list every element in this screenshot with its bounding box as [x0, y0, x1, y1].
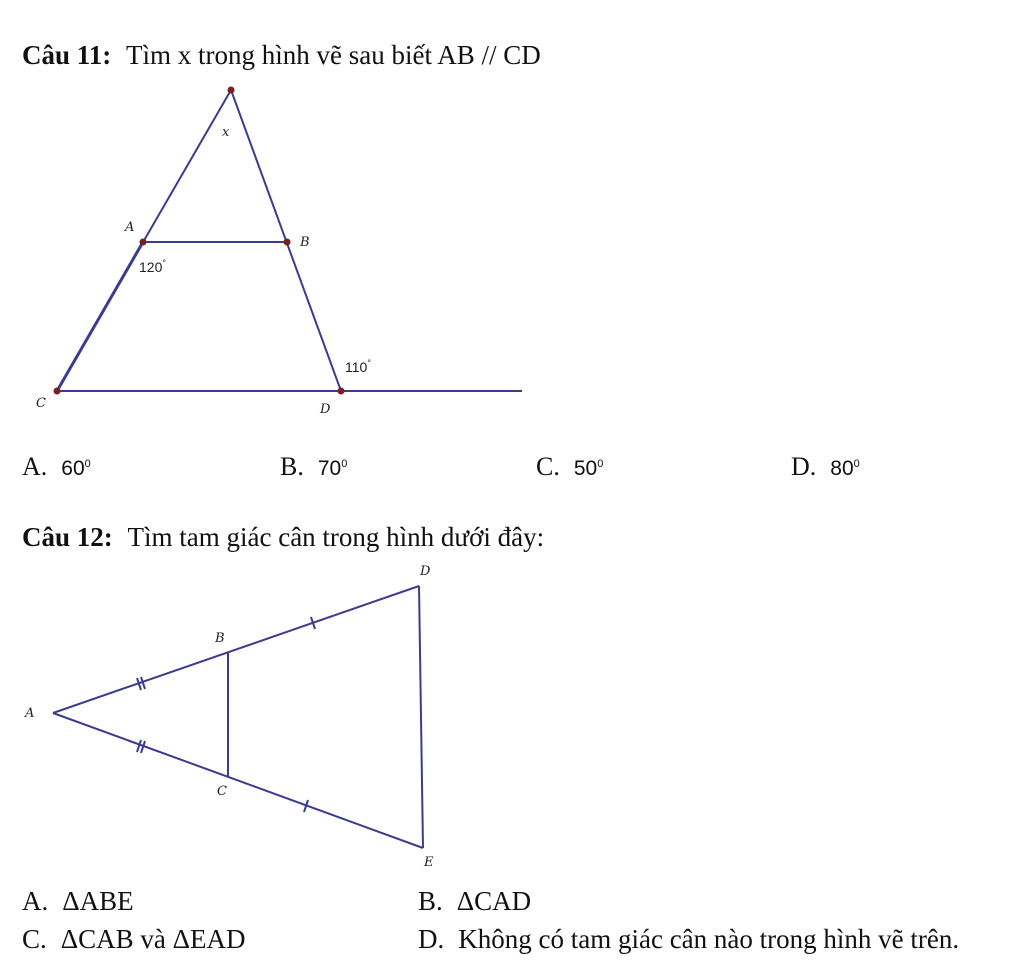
point-c: [54, 388, 61, 395]
q12-option-d-letter: D.: [418, 924, 445, 954]
question-12-label: Câu 12:: [22, 522, 113, 552]
q12-option-c-text: ΔCAB và ΔEAD: [60, 924, 246, 954]
label-c: C: [36, 396, 46, 411]
label-c2: C: [217, 784, 227, 799]
tick-ac-1: [137, 740, 141, 752]
label-a: A: [125, 220, 135, 235]
point-a: [140, 239, 147, 246]
q11-option-d-number: 80: [830, 457, 854, 480]
q11-option-b[interactable]: [280, 452, 347, 482]
q11-option-b-value: [318, 457, 347, 480]
label-e2: E: [424, 855, 434, 870]
q12-option-b-letter: B.: [418, 886, 443, 916]
figure-q12: [53, 586, 423, 848]
q12-option-c[interactable]: [22, 924, 245, 955]
angle-d-degree: °: [367, 358, 371, 368]
question-11-text: Tìm x trong hình vẽ sau biết AB // CD: [126, 40, 541, 70]
q11-option-c-unit: 0: [597, 458, 604, 470]
label-a2: A: [25, 706, 35, 721]
q12-option-b-text: ΔCAD: [456, 886, 532, 916]
q11-option-c-letter: C.: [536, 452, 560, 481]
q12-option-c-letter: C.: [22, 924, 47, 954]
label-x: x: [222, 125, 230, 140]
label-d: D: [320, 402, 331, 417]
q11-option-d-letter: D.: [791, 452, 817, 481]
q11-option-a-value: [61, 457, 90, 480]
q12-option-b[interactable]: [418, 886, 531, 917]
question-12-text: Tìm tam giác cân trong hình dưới đây:: [127, 522, 545, 552]
segment-de: [419, 586, 423, 848]
question-11-label: Câu 11:: [22, 40, 112, 70]
label-b2: B: [215, 631, 225, 646]
q11-option-c-value: [574, 457, 603, 480]
q11-option-a-unit: 0: [84, 458, 91, 470]
segment-ac-thick: [57, 242, 143, 391]
q11-option-a[interactable]: [22, 452, 91, 482]
angle-d-number: 110: [345, 359, 368, 375]
q12-option-a-letter: A.: [22, 886, 49, 916]
q11-option-d-value: [830, 457, 859, 480]
q11-option-b-letter: B.: [280, 452, 304, 481]
angle-d-value: [345, 358, 371, 375]
angle-a-number: 120: [139, 259, 163, 275]
q11-option-a-number: 60: [61, 457, 85, 480]
q11-option-d-unit: 0: [853, 458, 860, 470]
point-apex: [228, 87, 235, 94]
q11-option-c[interactable]: [536, 452, 603, 482]
segment-ae: [53, 713, 423, 848]
q11-option-b-number: 70: [317, 457, 342, 480]
q12-option-a[interactable]: [22, 886, 134, 917]
segment-ad: [53, 586, 419, 713]
label-b: B: [300, 235, 310, 250]
q12-option-a-text: ΔABE: [62, 886, 134, 916]
q11-option-c-number: 50: [573, 457, 598, 480]
q11-option-a-letter: A.: [22, 452, 48, 481]
angle-a-value: [139, 258, 166, 275]
q12-option-d-text: Không có tam giác cân nào trong hình vẽ trên.: [458, 924, 960, 954]
q11-option-d[interactable]: [791, 452, 860, 482]
q12-option-d[interactable]: [418, 924, 959, 955]
angle-a-degree: °: [162, 258, 166, 268]
q11-option-b-unit: 0: [341, 458, 348, 470]
question-12-title: [22, 522, 544, 553]
label-d2: D: [420, 564, 431, 579]
point-b: [284, 239, 291, 246]
point-d: [338, 388, 345, 395]
